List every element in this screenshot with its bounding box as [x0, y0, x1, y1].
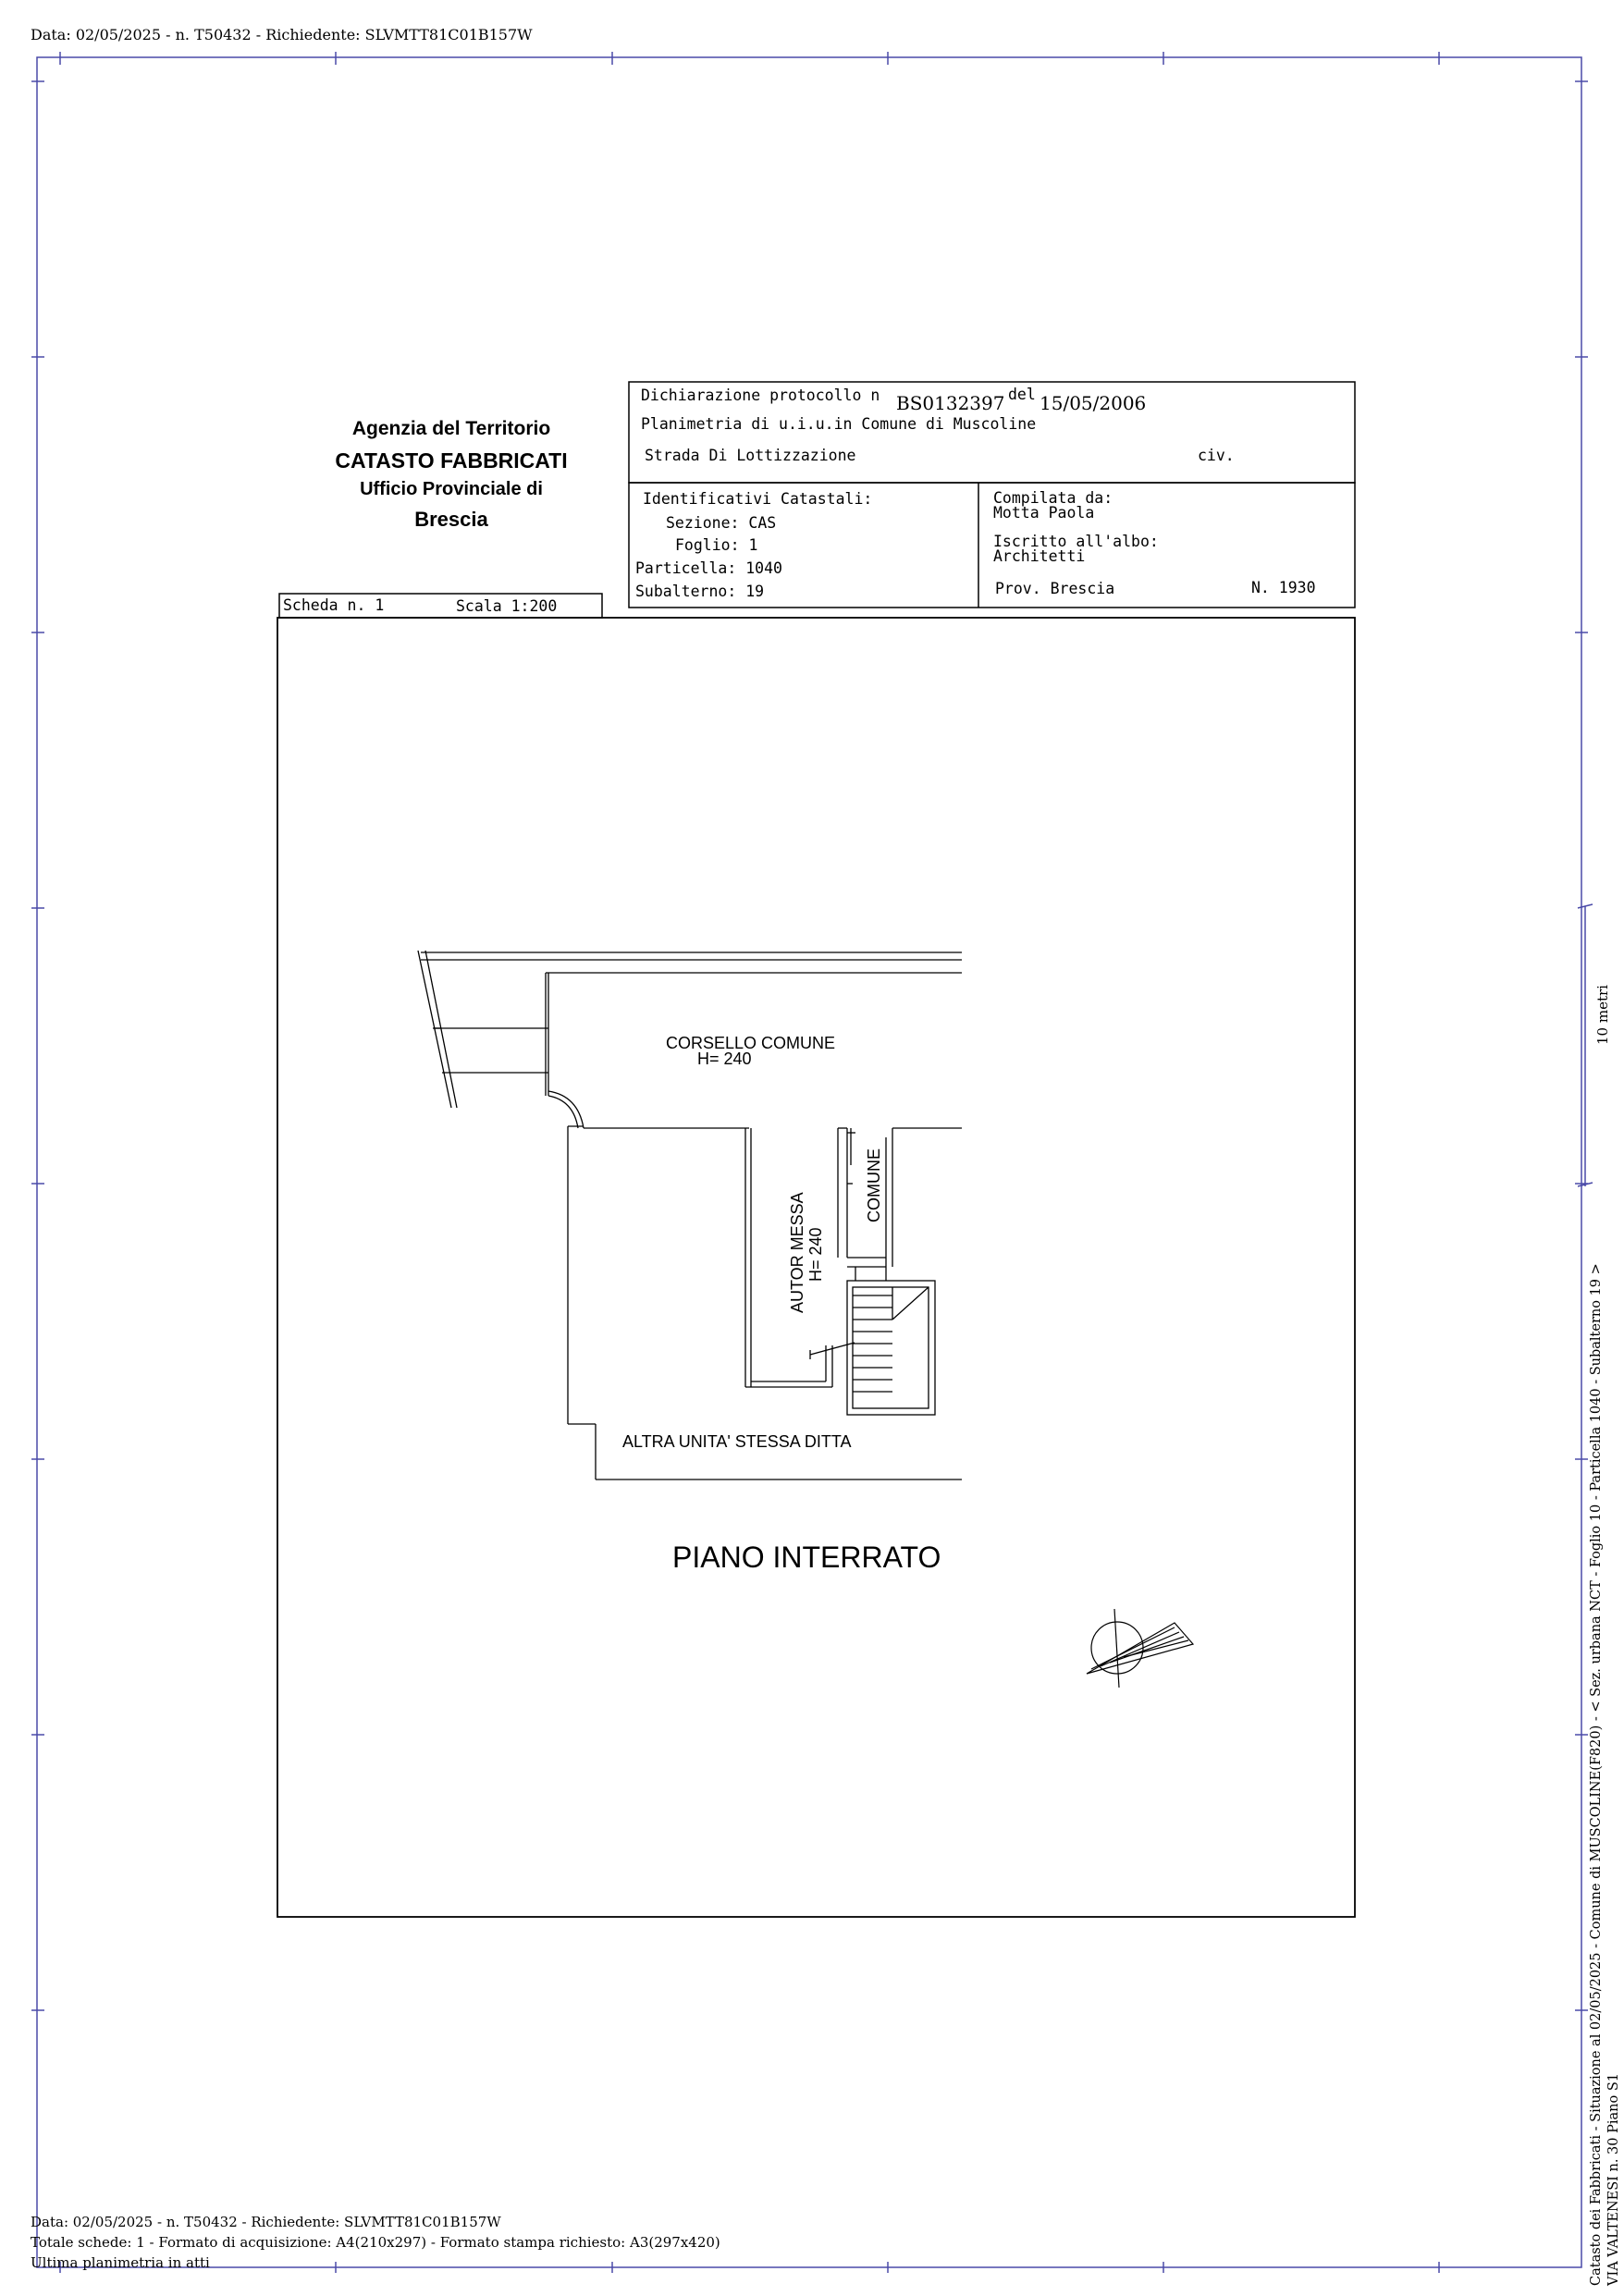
declaration-date: 15/05/2006: [1040, 392, 1147, 414]
compiler-label: Compilata da:: [993, 489, 1113, 507]
sheet-scale: Scala 1:200: [456, 597, 558, 615]
compiler-name: Motta Paola: [993, 504, 1095, 522]
footer-line2: Totale schede: 1 - Formato di acquisizione: A4(210x297) - Formato stampa richiesto: A3(297x420): [31, 2234, 720, 2251]
footer-line3: Ultima planimetria in atti: [31, 2254, 210, 2271]
identifier-subalterno: Subalterno: 19: [635, 583, 765, 600]
identifier-particella: Particella: 1040: [635, 559, 782, 577]
protocol-number: BS0132397: [896, 392, 1005, 414]
floor-title: PIANO INTERRATO: [672, 1541, 941, 1574]
plan-line: Planimetria di u.i.u.in Comune di Muscoline: [641, 415, 1037, 433]
compiler-province: Prov. Brescia: [995, 580, 1115, 597]
scale-bar: [1578, 904, 1593, 1186]
protocol-label: Dichiarazione protocollo n: [641, 387, 880, 404]
sheet-number: Scheda n. 1: [283, 596, 385, 614]
side-info-line1: Catasto dei Fabbricati - Situazione al 02/05/2025 - Comune di MUSCOLINE(F820) - < Sez. urbana NCT - Foglio 10 - Particella 1040 - Subalterno 19 >: [1589, 1263, 1604, 2286]
compiler-number: N. 1930: [1251, 579, 1316, 596]
street: Strada Di Lottizzazione: [645, 447, 856, 464]
footer-line1: Data: 02/05/2025 - n. T50432 - Richiedente: SLVMTT81C01B157W: [31, 2214, 501, 2230]
side-info-line2: VIA VALTENESI n. 30 Piano S1: [1606, 2073, 1621, 2286]
scale-bar-label: 10 metri: [1594, 985, 1611, 1045]
label-corsello: CORSELLO COMUNE: [666, 1034, 836, 1052]
identifier-foglio: Foglio: 1: [675, 536, 758, 554]
date-label: del: [1008, 386, 1036, 403]
label-comune: COMUNE: [865, 1148, 883, 1222]
label-autor-height: H= 240: [806, 1227, 825, 1282]
agency-name: Agenzia del Territorio: [351, 418, 551, 439]
label-altra-unita: ALTRA UNITA' STESSA DITTA: [622, 1432, 852, 1451]
register-value: Architetti: [993, 547, 1086, 565]
agency-office: Ufficio Provinciale di: [360, 479, 543, 499]
agency-city: Brescia: [414, 508, 488, 531]
label-corsello-height: H= 240: [697, 1050, 752, 1068]
register-label: Iscritto all'albo:: [993, 533, 1159, 550]
identifiers-title: Identificativi Catastali:: [643, 490, 873, 508]
agency-catasto: CATASTO FABBRICATI: [335, 448, 568, 473]
civ-label: civ.: [1198, 447, 1235, 464]
north-arrow-icon: [1087, 1609, 1193, 1688]
label-autor: AUTOR MESSA: [788, 1192, 806, 1313]
identifier-sezione: Sezione: CAS: [666, 514, 777, 532]
header-line: Data: 02/05/2025 - n. T50432 - Richiedente: SLVMTT81C01B157W: [31, 26, 533, 43]
